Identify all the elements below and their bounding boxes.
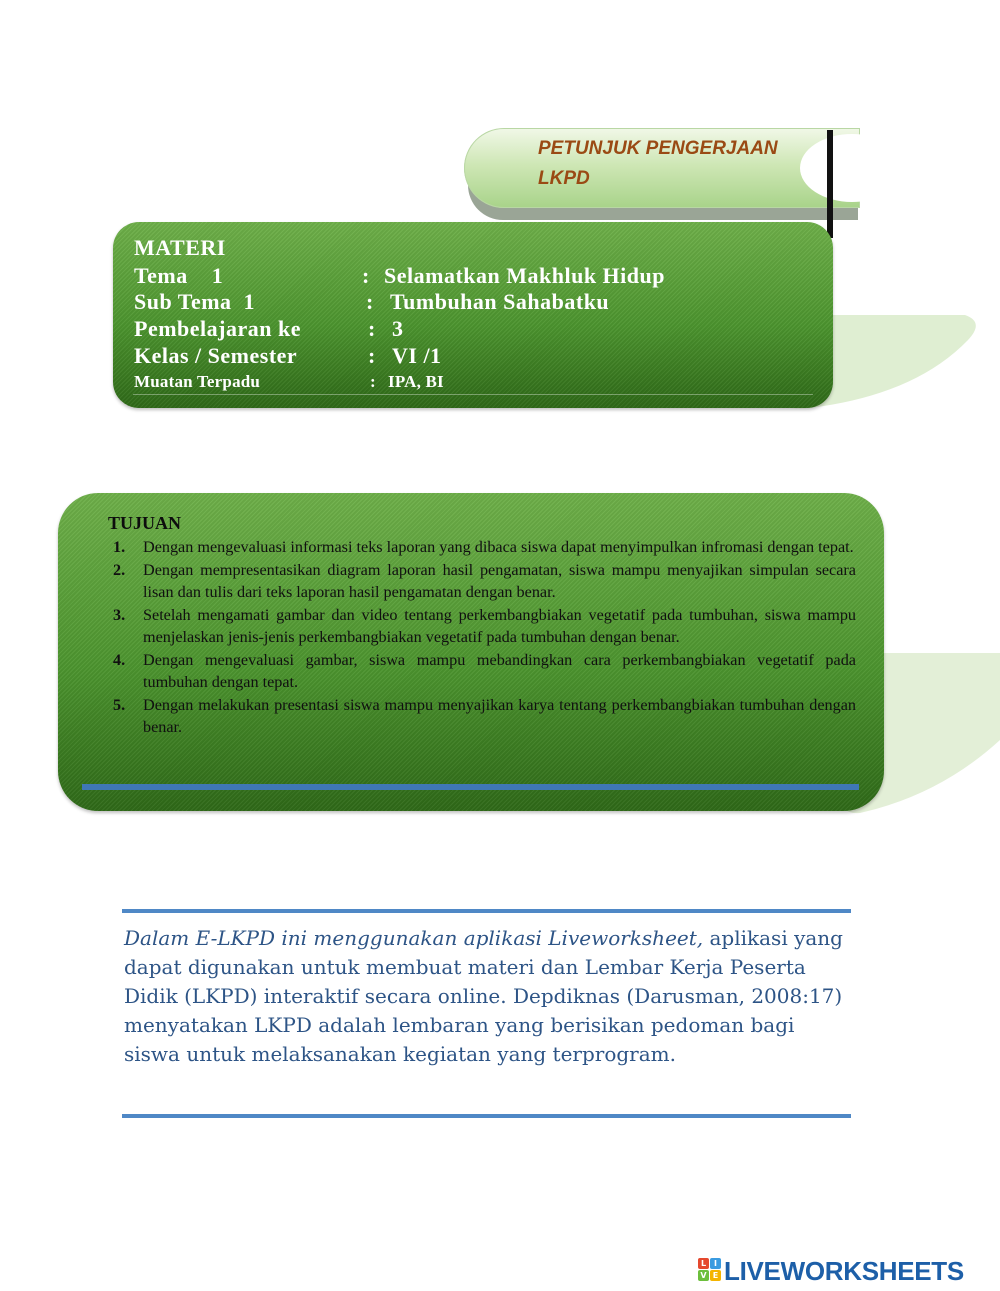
list-item-number: 5.: [113, 695, 126, 714]
materi-colon: :: [366, 289, 374, 314]
tujuan-heading: TUJUAN: [108, 513, 182, 533]
tujuan-list: [108, 536, 856, 739]
logo-cube-l: L: [698, 1258, 709, 1269]
materi-label: Tema 1: [134, 263, 224, 288]
materi-colon: :: [368, 316, 376, 341]
list-item-text: Dengan mempresentasikan diagram laporan hasil pengamatan, siswa mampu menyajikan simpulan secara lisan dan tulis dari teks laporan hasil pengamatan dengan benar.: [143, 560, 856, 601]
logo-cube-e: E: [710, 1270, 721, 1281]
materi-heading: MATERI: [134, 235, 226, 260]
info-body-text: aplikasi yang dapat digunakan untuk membuat materi dan Lembar Kerja Peserta Didik (LKPD) interaktif secara online. Depdiknas (Darusman, 2008:17) menyatakan LKPD adalah lembaran yang berisikan pedoman bagi siswa untuk melaksanakan kegiatan yang terprogram.: [124, 926, 843, 1066]
info-top-rule: [122, 909, 851, 913]
list-item: [108, 604, 856, 649]
materi-divider: [133, 394, 813, 395]
list-item: [108, 536, 856, 559]
list-item: [108, 694, 856, 739]
list-item-text: Dengan mengevaluasi informasi teks laporan yang dibaca siswa dapat menyimpulkan infromasi dengan tepat.: [143, 538, 854, 556]
list-item: [108, 649, 856, 694]
materi-colon: :: [370, 372, 376, 391]
logo-cube-v: V: [698, 1270, 709, 1281]
list-item: [108, 559, 856, 604]
materi-label: Kelas / Semester: [134, 343, 298, 368]
list-item-number: 2.: [113, 560, 126, 579]
list-item-number: 3.: [113, 605, 126, 624]
tujuan-divider: [82, 784, 859, 790]
materi-value: 3: [392, 316, 404, 341]
list-item-text: Dengan mengevaluasi gambar, siswa mampu mebandingkan cara perkembangbiakan vegetatif pada tumbuhan dengan tepat.: [143, 650, 856, 691]
materi-colon: :: [368, 343, 376, 368]
materi-value: VI /1: [392, 343, 442, 368]
logo-cubes-icon: [698, 1258, 722, 1282]
banner-title-line1: PETUNJUK PENGERJAAN: [538, 138, 778, 159]
list-item-number: 1.: [113, 538, 126, 556]
materi-value: Selamatkan Makhluk Hidup: [384, 263, 665, 288]
info-bottom-rule: [122, 1114, 851, 1118]
info-paragraph: [124, 924, 854, 1069]
logo-cube-i: I: [710, 1258, 721, 1269]
materi-value: IPA, BI: [388, 372, 444, 391]
materi-panel: [113, 222, 833, 408]
materi-label: Sub Tema 1: [134, 289, 256, 314]
banner-divider: [827, 130, 833, 238]
list-item-text: Setelah mengamati gambar dan video tentang perkembangbiakan vegetatif pada tumbuhan, siswa mampu menjelaskan jenis-jenis perkembangbiakan vegetatif pada tumbuhan dengan benar.: [143, 605, 856, 646]
list-item-number: 4.: [113, 650, 126, 669]
materi-label: Pembelajaran ke: [134, 316, 301, 341]
list-item-text: Dengan melakukan presentasi siswa mampu menyajikan karya tentang perkembangbiakan tumbuhan dengan benar.: [143, 695, 856, 736]
info-italic-text: Dalam E-LKPD ini menggunakan aplikasi Liveworksheet,: [124, 926, 704, 950]
tujuan-panel: [58, 493, 884, 811]
logo-text: LIVEWORKSHEETS: [724, 1256, 964, 1286]
materi-colon: :: [362, 263, 370, 288]
instructions-banner: [464, 128, 860, 208]
materi-label: Muatan Terpadu: [134, 372, 261, 391]
banner-title-line2: LKPD: [538, 168, 590, 189]
materi-value: Tumbuhan Sahabatku: [390, 289, 610, 314]
banner-title: [538, 134, 808, 194]
